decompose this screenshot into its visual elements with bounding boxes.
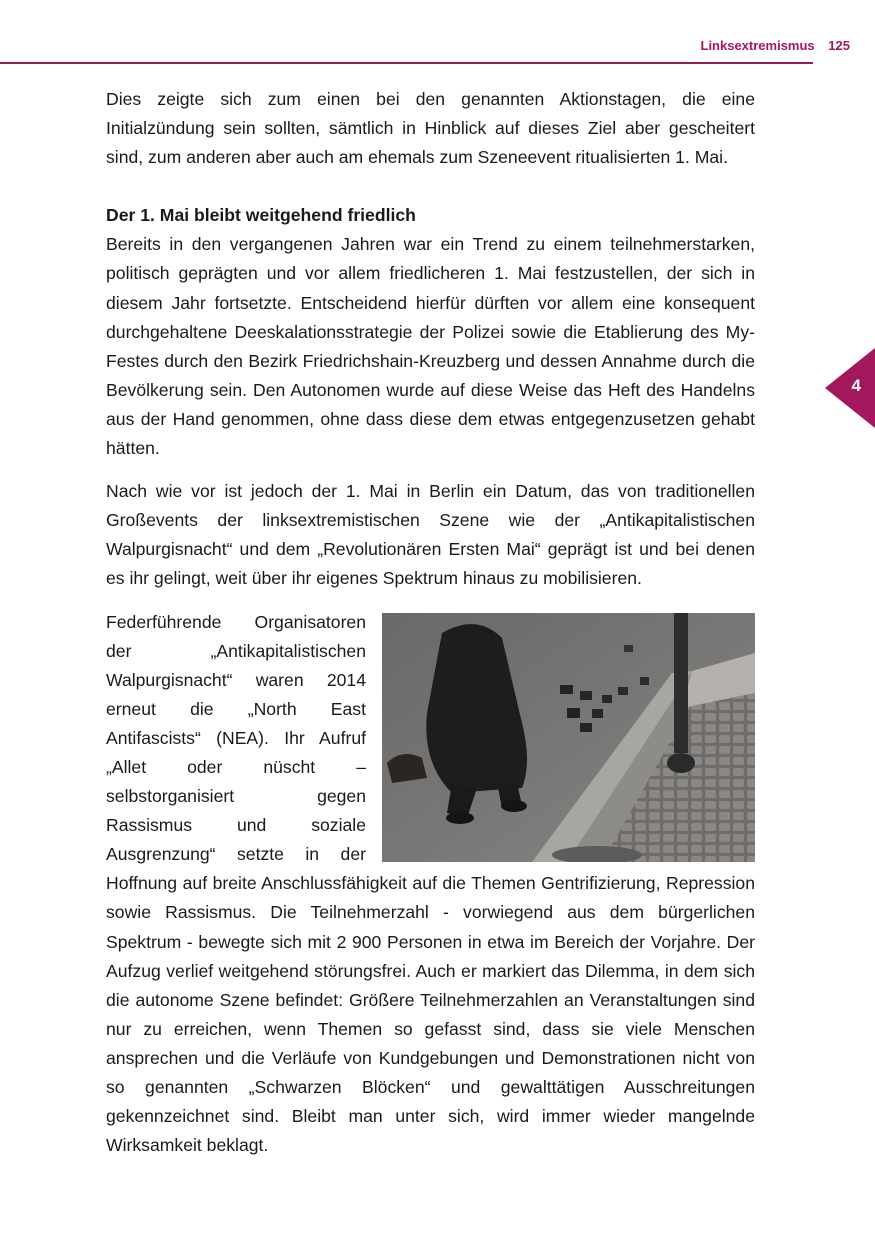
body-text <box>106 85 755 1160</box>
chapter-tab-icon <box>825 348 875 428</box>
street-photo <box>382 613 755 862</box>
paragraph: Nach wie vor ist jedoch der 1. Mai in Berlin ein Datum, das von traditionellen Großevents der linksextremistischen Szene wie der „Antikapitalistischen Walpurgisnacht“ und dem „Revolutionären Ersten Mai“ geprägt ist und bei denen es ihr gelingt, weit über ihr eigenes Spektrum hinaus zu mobilisieren. <box>106 481 755 589</box>
section-heading: Der 1. Mai bleibt weitgehend friedlich <box>106 205 416 226</box>
paragraph: Dies zeigte sich zum einen bei den genannten Aktionstagen, die eine Initialzündung sein sollten, sämtlich in Hinblick auf dieses Ziel aber gescheitert sind, zum anderen aber auch am ehemals zum Szeneevent ritualisierten 1. Mai. <box>106 89 755 168</box>
chapter-tab-number: 4 <box>851 376 861 395</box>
header-rule <box>0 62 813 64</box>
page-number: 125 <box>828 38 850 53</box>
running-header <box>701 38 851 53</box>
paragraph: Federführende Organisatoren der „Antikapitalistischen Walpurgisnacht“ waren 2014 erneut die „North East Antifascists“ (NEA). Ihr Aufruf „Allet oder nüscht – selbstorganisiert gegen Rassismus und soziale Ausgrenzung“ setzte in der Hoffnung auf breite Anschlussfähigkeit auf die Themen Gentrifizierung, Repression sowie Rassismus. Die Teilnehmerzahl - vorwiegend aus dem bürgerlichen Spektrum - bewegte sich mit 2 900 Personen in etwa im Bereich der Vorjahre. Der Aufzug verlief weitgehend störungsfrei. Auch er markiert das Dilemma, in dem sich die autonome Szene befindet: Größere Teilnehmerzahlen an Veranstaltungen sind nur zu erreichen, wenn Themen so gefasst sind, dass sie viele Menschen ansprechen und die Verläufe von Kundgebungen und Demonstrationen nicht von so genannten „Schwarzen Blöcken“ und gewalttätigen Ausschreitungen gekennzeichnet sind. Bleibt man unter sich, wird immer wieder mangelnde Wirksamkeit beklagt. <box>106 611 755 1156</box>
section-title: Linksextremismus <box>700 38 815 53</box>
paragraph: Bereits in den vergangenen Jahren war ein Trend zu einem teilnehmerstarken, politisch geprägten und vor allem friedlicheren 1. Mai festzustellen, der sich in diesem Jahr fortsetzte. Entscheidend hierfür dürften vor allem eine konsequent durchgehaltene Deeskalationsstrategie der Polizei sowie die Etablierung des My-Festes durch den Bezirk Friedrichshain-Kreuzberg und dessen Annahme durch die Bevölkerung sein. Den Autonomen wurde auf diese Weise das Heft des Handelns aus der Hand genommen, ohne dass diese dem etwas entgegenzusetzen gehabt hätten. <box>106 234 755 459</box>
